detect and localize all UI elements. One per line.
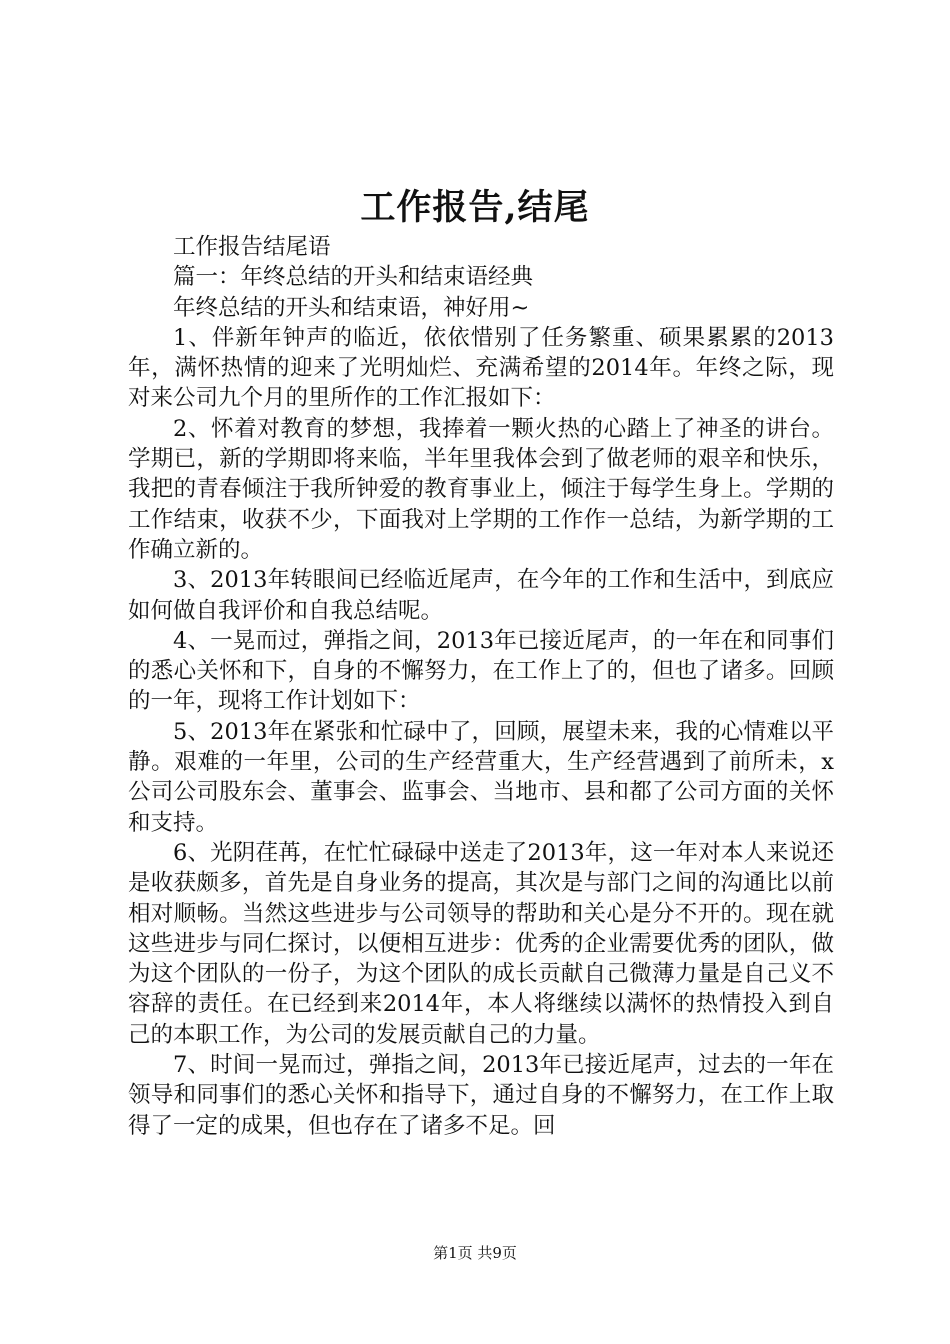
paragraph-section-heading: 篇一：年终总结的开头和结束语经典	[173, 264, 534, 291]
paragraph-item-6: 6、光阴荏苒，在忙忙碌碌中送走了2013年，这一年对本人来说还是收获颇多，首先是自身业务的提高，其次是与部门之间的沟通比以前相对顺畅。当然这些进步与公司领导的帮助和关心是分不开的。现在就这些进步与同仁探讨，以便相互进步：优秀的企业需要优秀的团队，做为这个团队的一份子，为这个团队的成长贡献自己微薄力量是自己义不容辞的责任。在已经到来2014年，本人将继续以满怀的热情投入到自己的本职工作，为公司的发展贡献自己的力量。	[128, 839, 834, 1048]
document-body	[128, 232, 834, 1141]
paragraph-intro: 年终总结的开头和结束语，神好用~	[173, 294, 530, 321]
page-footer: 第1页 共9页	[433, 1244, 517, 1262]
paragraph-item-7: 7、时间一晃而过，弹指之间，2013年已接近尾声，过去的一年在领导和同事们的悉心关怀和指导下，通过自身的不懈努力，在工作上取得了一定的成果，但也存在了诸多不足。回	[128, 1052, 834, 1139]
paragraph-item-5: 5、2013年在紧张和忙碌中了，回顾，展望未来，我的心情难以平静。艰难的一年里，公司的生产经营重大，生产经营遇到了前所未，x公司公司股东会、董事会、监事会、当地市、县和都了公司方面的关怀和支持。	[128, 718, 834, 836]
paragraph-item-1: 1、伴新年钟声的临近，依依惜别了任务繁重、硕果累累的2013年，满怀热情的迎来了光明灿烂、充满希望的2014年。年终之际，现对来公司九个月的里所作的工作汇报如下：	[128, 324, 834, 412]
document-title: 工作报告,结尾	[360, 187, 590, 228]
paragraph-item-3: 3、2013年转眼间已经临近尾声，在今年的工作和生活中，到底应如何做自我评价和自我总结呢。	[128, 567, 834, 624]
paragraph-subtitle: 工作报告结尾语	[173, 234, 331, 260]
paragraph-item-2: 2、怀着对教育的梦想，我捧着一颗火热的心踏上了神圣的讲台。学期已，新的学期即将来临，半年里我体会到了做老师的艰辛和快乐，我把的青春倾注于我所钟爱的教育事业上，倾注于每学生身上。学期的工作结束，收获不少，下面我对上学期的工作作一总结，为新学期的工作确立新的。	[128, 415, 834, 563]
paragraph-item-4: 4、一晃而过，弹指之间，2013年已接近尾声，的一年在和同事们的悉心关怀和下，自身的不懈努力，在工作上了的，但也了诸多。回顾的一年，现将工作计划如下：	[128, 627, 834, 715]
